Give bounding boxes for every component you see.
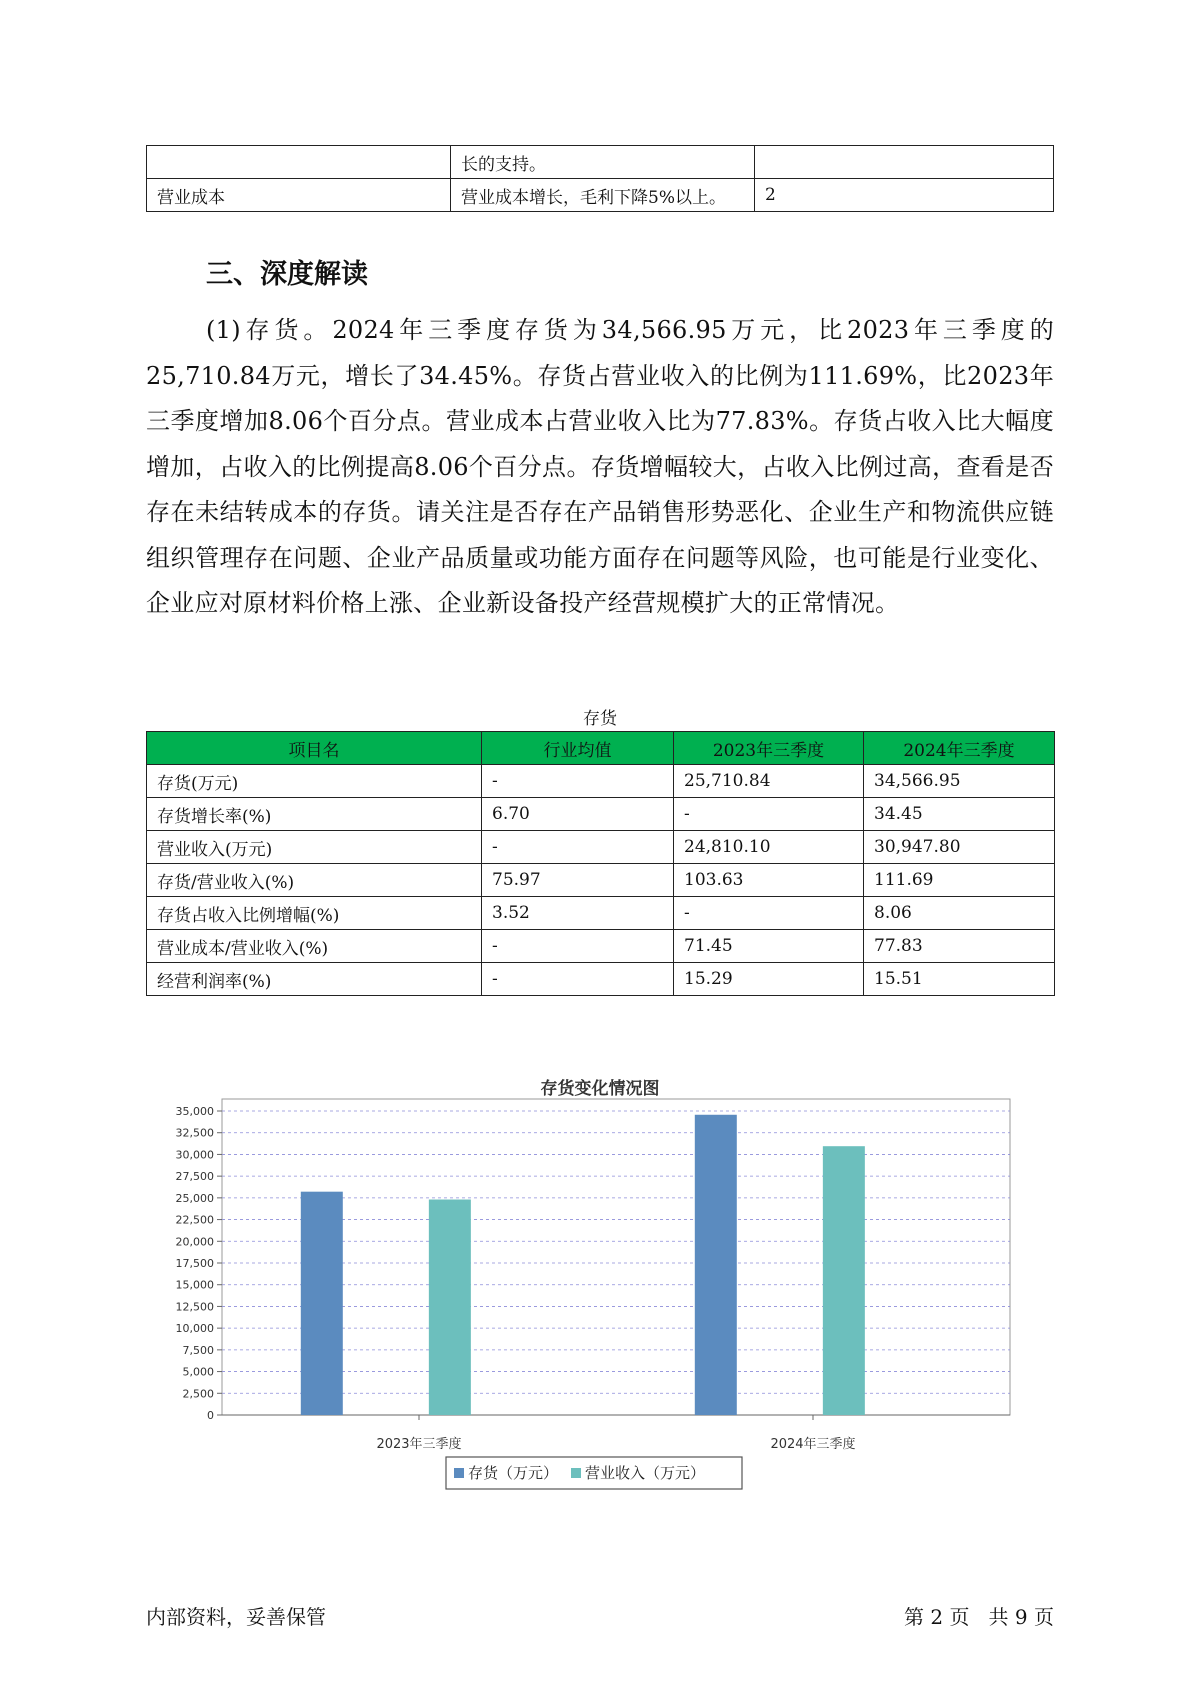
continuation-table [146, 145, 1054, 212]
table-cell [755, 146, 1054, 179]
table-cell: - [482, 963, 674, 996]
y-tick-label: 22,500 [175, 1213, 214, 1227]
inventory-table [146, 731, 1055, 996]
table-cell: 营业成本增长，毛利下降5%以上。 [451, 179, 755, 212]
legend-swatch [454, 1468, 464, 1478]
bar [429, 1200, 471, 1415]
table-cell: 15.29 [674, 963, 864, 996]
table-cell: 存货占收入比例增幅(%) [147, 897, 482, 930]
table-row [147, 831, 1055, 864]
table-cell: - [482, 765, 674, 798]
y-tick-label: 12,500 [175, 1300, 214, 1314]
table-cell: 71.45 [674, 930, 864, 963]
table-caption: 存货 [583, 709, 617, 729]
table-cell: 营业成本 [147, 179, 451, 212]
y-tick-label: 30,000 [175, 1148, 214, 1162]
y-tick-label: 17,500 [175, 1257, 214, 1270]
table-row [147, 864, 1055, 897]
table-cell: 25,710.84 [674, 765, 864, 798]
table-cell: 30,947.80 [864, 831, 1055, 864]
table-row [147, 930, 1055, 963]
table-cell: 34,566.95 [864, 765, 1055, 798]
table-cell: 111.69 [864, 864, 1055, 897]
table-cell: 经营利润率(%) [147, 963, 482, 996]
table-row [147, 179, 1054, 212]
column-header: 2024年三季度 [864, 732, 1055, 765]
table-cell: 存货(万元) [147, 765, 482, 798]
legend-label: 营业收入（万元） [585, 1464, 706, 1482]
table-cell: 营业收入(万元) [147, 831, 482, 864]
table-row [147, 963, 1055, 996]
y-tick-label: 0 [207, 1409, 214, 1422]
legend-label: 存货（万元） [468, 1464, 559, 1482]
bar [823, 1146, 865, 1415]
footer-page-number: 第 2 页 共 9 页 [904, 1605, 1054, 1629]
chart-title: 存货变化情况图 [540, 1079, 660, 1099]
y-tick-label: 15,000 [175, 1278, 214, 1292]
y-tick-label: 2,500 [182, 1387, 214, 1401]
table-row [147, 897, 1055, 930]
y-tick-label: 5,000 [182, 1365, 214, 1379]
table-cell: 存货增长率(%) [147, 798, 482, 831]
column-header: 2023年三季度 [674, 732, 864, 765]
table-cell: 3.52 [482, 897, 674, 930]
column-header: 项目名 [147, 732, 482, 765]
analysis-paragraph: (1)存货。2024年三季度存货为34,566.95万元，比2023年三季度的25,710.84万元，增长了34.45%。存货占营业收入的比例为111.69%，比2023年三季度增加8.06个百分点。营业成本占营业收入比为77.83%。存货占收入比大幅度增加，占收入的比例提高8.06个百分点。存货增幅较大，占收入比例过高，查看是否存在未结转成本的存货。请关注是否存在产品销售形势恶化、企业生产和物流供应链组织管理存在问题、企业产品质量或功能方面存在问题等风险，也可能是行业变化、企业应对原材料价格上涨、企业新设备投产经营规模扩大的正常情况。 [146, 316, 1054, 617]
y-tick-label: 25,000 [175, 1191, 214, 1205]
y-tick-label: 20,000 [175, 1235, 214, 1249]
inventory-chart [146, 1045, 1054, 1505]
table-row [147, 765, 1055, 798]
x-tick-label: 2024年三季度 [770, 1437, 856, 1452]
column-header: 行业均值 [482, 732, 674, 765]
y-tick-label: 10,000 [175, 1322, 214, 1336]
table-row [147, 798, 1055, 831]
table-cell: 存货/营业收入(%) [147, 864, 482, 897]
legend-swatch [571, 1468, 581, 1478]
y-tick-label: 32,500 [175, 1126, 214, 1140]
table-cell: 77.83 [864, 930, 1055, 963]
table-cell: 75.97 [482, 864, 674, 897]
x-tick-label: 2023年三季度 [376, 1437, 462, 1452]
table-header-row [147, 732, 1055, 765]
table-cell: - [482, 930, 674, 963]
table-cell: 营业成本/营业收入(%) [147, 930, 482, 963]
table-cell: 2 [755, 179, 1054, 212]
table-cell: 15.51 [864, 963, 1055, 996]
table-cell: 8.06 [864, 897, 1055, 930]
table-cell: 长的支持。 [451, 146, 755, 179]
y-tick-label: 35,000 [175, 1105, 214, 1118]
y-tick-label: 7,500 [182, 1343, 214, 1357]
bar [301, 1192, 343, 1415]
footer-confidential: 内部资料，妥善保管 [146, 1605, 326, 1629]
bar [695, 1115, 737, 1415]
table-cell: - [674, 798, 864, 831]
table-cell: - [482, 831, 674, 864]
table-cell: - [674, 897, 864, 930]
y-tick-label: 27,500 [175, 1170, 214, 1184]
table-cell: 103.63 [674, 864, 864, 897]
table-row [147, 146, 1054, 179]
table-cell: 6.70 [482, 798, 674, 831]
table-cell [147, 146, 451, 179]
table-cell: 34.45 [864, 798, 1055, 831]
section-title: 三、深度解读 [206, 259, 368, 290]
table-cell: 24,810.10 [674, 831, 864, 864]
